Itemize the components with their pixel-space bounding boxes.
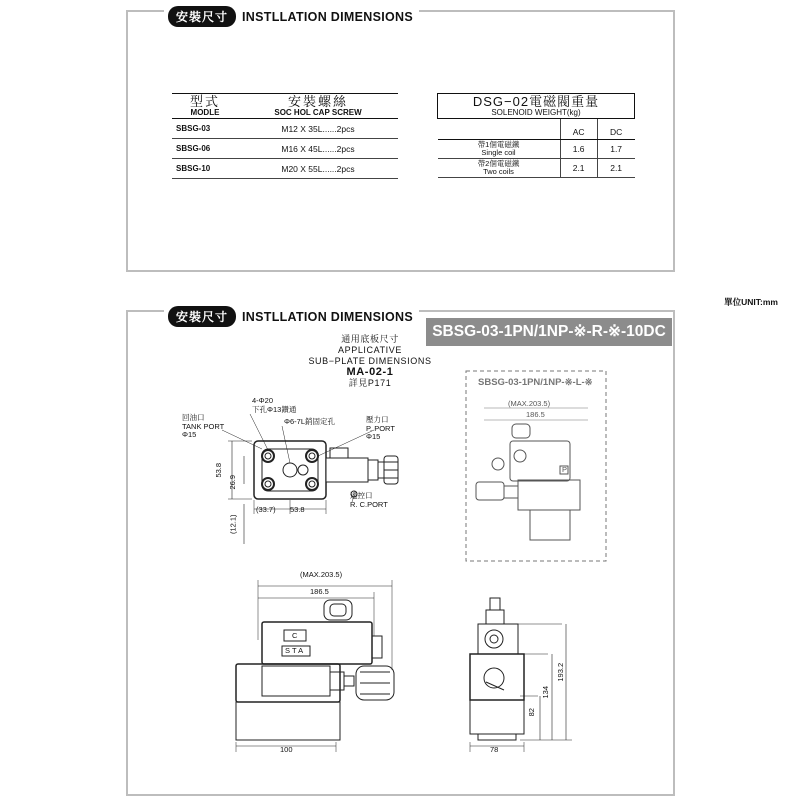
sta-mark: S T A	[285, 646, 304, 655]
screw-col-model-en: MODLE	[190, 108, 220, 117]
alt-p-mark: P	[562, 465, 568, 474]
weight-title-cn: DSG−02電磁閥重量	[472, 94, 600, 109]
alt-dim-186-5: 186.5	[526, 410, 545, 419]
dim-12-1: (12.1)	[228, 514, 238, 535]
coil-en: Two coils	[483, 167, 514, 176]
rc-port-label	[350, 492, 388, 509]
weight-col-ac: AC	[560, 119, 597, 140]
p-port-label	[366, 416, 395, 442]
coil-en: Single coil	[481, 148, 516, 157]
ac-cell: 2.1	[560, 159, 597, 178]
dim-26-9: 26.9	[228, 474, 238, 490]
subplate-line3: SUB−PLATE DIMENSIONS	[308, 356, 432, 366]
dim-78: 78	[490, 745, 499, 754]
screw-cell: M16 X 45L......2pcs	[238, 139, 398, 159]
rc-port-cn: 遙控口	[350, 491, 373, 500]
rc-port-en: R. C.PORT	[350, 499, 388, 509]
bolt-holes-line1: 4-Φ20	[252, 396, 273, 405]
weight-col-dc: DC	[597, 119, 634, 140]
ac-cell: 1.6	[560, 140, 597, 159]
dc-cell: 2.1	[597, 159, 634, 178]
coil-cn: 帶1個電磁鐵	[477, 140, 520, 149]
front-view	[236, 580, 394, 752]
section-1-tag: 安裝尺寸	[168, 6, 236, 27]
subplate-ref: 詳見P171	[348, 378, 392, 388]
tank-port-cn: 回油口	[182, 413, 205, 422]
coil-cn: 帶2個電磁鐵	[477, 159, 520, 168]
unit-label: 單位UNIT:mm	[724, 297, 778, 307]
p-port-cn: 壓力口	[366, 415, 389, 424]
section-2-tag: 安裝尺寸	[168, 306, 236, 327]
tank-port-dia: Φ15	[182, 430, 197, 439]
screw-col-screw-en: SOC HOL CAP SCREW	[274, 108, 362, 117]
dim-53-8-vertical: 53.8	[214, 462, 224, 478]
section-1-title: INSTLLATION DIMENSIONS	[242, 9, 413, 24]
tank-port-en: TANK PORT	[182, 421, 225, 431]
screw-col-screw-cn: 安裝螺絲	[287, 94, 348, 109]
locating-pin-label: Φ6-7L銷固定孔	[284, 417, 335, 426]
coil-c-mark: C	[292, 631, 298, 640]
weight-title-en: SOLENOID WEIGHT(kg)	[491, 108, 581, 117]
model-cell: SBSG-06	[172, 139, 238, 159]
section-2-title: INSTLLATION DIMENSIONS	[242, 309, 413, 324]
bolt-holes-label	[252, 397, 296, 414]
alt-dim-max: (MAX.203.5)	[508, 399, 551, 408]
dim-134: 134	[541, 685, 551, 699]
subplate-code: MA-02-1	[346, 366, 394, 378]
model-banner: SBSG-03-1PN/1NP-※-R-※-10DC	[426, 318, 672, 346]
dim-33-7: (33.7)	[256, 505, 276, 514]
dc-cell: 1.7	[597, 140, 634, 159]
dim-100: 100	[280, 745, 293, 754]
bolt-holes-line2: 下孔Φ13鑽通	[252, 404, 297, 414]
dim-max-203-5: (MAX.203.5)	[300, 570, 343, 579]
subplate-line1: 通用底板尺寸	[341, 334, 399, 344]
model-cell: SBSG-10	[172, 159, 238, 179]
subplate-line2: APPLICATIVE	[338, 345, 402, 355]
p-port-en: P. PORT	[366, 423, 395, 433]
dim-186-5: 186.5	[310, 587, 329, 596]
screw-cell: M12 X 35L......2pcs	[238, 119, 398, 139]
dim-53-8-horizontal: 53.8	[290, 505, 305, 514]
screw-cell: M20 X 55L......2pcs	[238, 159, 398, 179]
alt-model-label: SBSG-03-1PN/1NP-※-L-※	[478, 377, 593, 388]
dim-82: 82	[526, 708, 536, 717]
screw-col-model-cn: 型式	[189, 94, 220, 109]
model-cell: SBSG-03	[172, 119, 238, 139]
tank-port-label	[182, 414, 224, 440]
dim-193-2: 193.2	[556, 662, 566, 682]
p-port-dia: Φ15	[366, 432, 381, 441]
